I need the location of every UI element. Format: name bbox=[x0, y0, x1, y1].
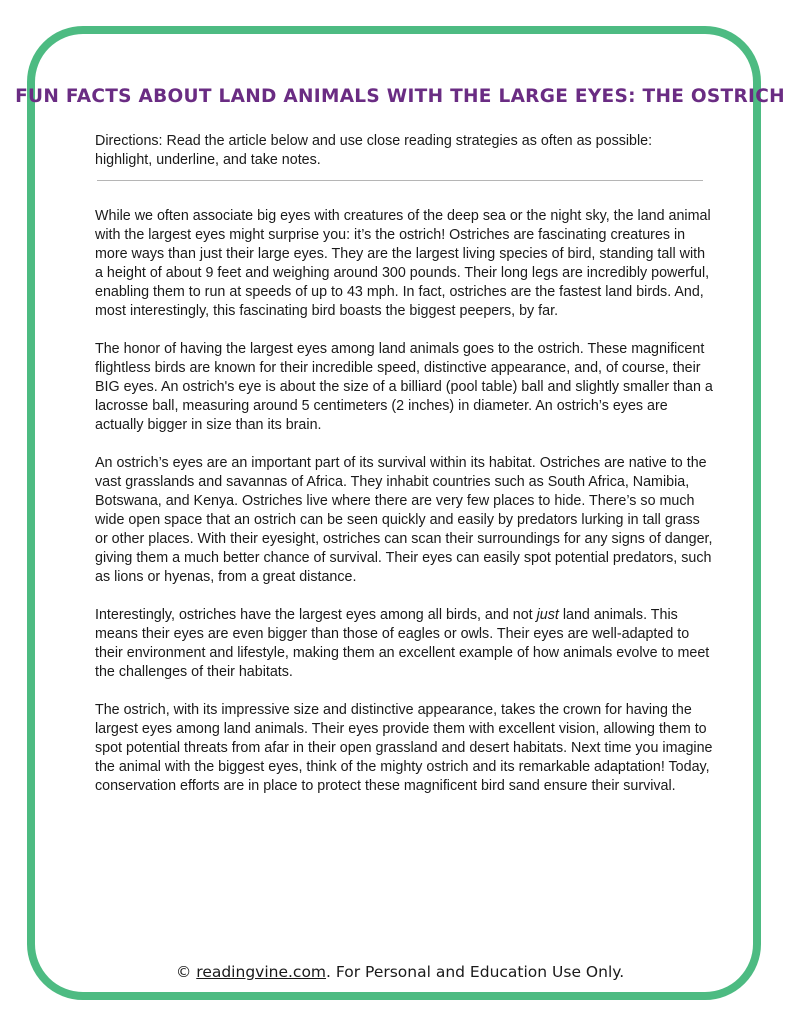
paragraph-4-start: Interestingly, ostriches have the largest eyes among all birds, and not bbox=[95, 607, 537, 623]
article-body bbox=[95, 207, 715, 815]
paragraph-4-emphasis: just bbox=[536, 607, 559, 623]
footer bbox=[0, 963, 800, 981]
article-paragraph-1: While we often associate big eyes with creatures of the deep sea or the night sky, the land animal with the largest eyes might surprise you: it’s the ostrich! Ostriches are fascinating creatures in more ways than just their large eyes. They are the largest living species of bird, standing tall with a height of about 9 feet and weighing around 300 pounds. Their long legs are incredibly powerful, enabling them to run at speeds of up to 43 mph. In fact, ostriches are the fastest land birds. And, most interestingly, this fascinating bird boasts the biggest peepers, by far. bbox=[95, 208, 711, 319]
paragraph-4-end: land animals. This means their eyes are even bigger than those of eagles or owls. Their eyes are well-adapted to their environment and lifestyle, making them an excellent example of how animals evolve to meet the challenges of their habitats. bbox=[95, 607, 710, 680]
footer-link[interactable]: readingvine.com bbox=[196, 963, 327, 981]
page-title: FUN FACTS ABOUT LAND ANIMALS WITH THE LARGE EYES: THE OSTRICH bbox=[15, 86, 785, 107]
directions-text: Directions: Read the article below and use close reading strategies as often as possible: highlight, underline, and take notes. bbox=[95, 133, 653, 168]
article-paragraph-3: An ostrich’s eyes are an important part of its survival within its habitat. Ostriches are native to the vast grasslands and savannas of Africa. They inhabit countries such as South Africa, Namibia, Botswana, and Kenya. Ostriches live where there are very few places to hide. There’s so much wide open space that an ostrich can be seen quickly and easily by predators lurking in tall grass or other places. With their eyesight, ostriches can scan their surroundings for any signs of danger, giving them a much better chance of survival. Their eyes can easily spot potential predators, such as lions or hyenas, from a great distance. bbox=[95, 455, 713, 585]
article-paragraph-5: The ostrich, with its impressive size and distinctive appearance, takes the crown for having the largest eyes among land animals. Their eyes provide them with excellent vision, allowing them to spot potential threats from afar in their open grassland and desert habitats. Next time you imagine the animal with the biggest eyes, think of the mighty ostrich and its remarkable adaptation! Today, conservation efforts are in place to protect these magnificent bird sand ensure their survival. bbox=[95, 702, 713, 794]
footer-text: . For Personal and Education Use Only. bbox=[326, 963, 625, 981]
divider bbox=[97, 180, 703, 181]
article-paragraph-2: The honor of having the largest eyes among land animals goes to the ostrich. These magnificent flightless birds are known for their incredible speed, distinctive appearance, and, of course, their BIG eyes. An ostrich's eye is about the size of a billiard (pool table) ball and slightly smaller than a lacrosse ball, measuring around 5 centimeters (2 inches) in diameter. An ostrich’s eyes are actually bigger in size than its brain. bbox=[95, 341, 713, 433]
copyright-symbol: © bbox=[175, 963, 192, 981]
article-paragraph-4 bbox=[95, 606, 715, 682]
